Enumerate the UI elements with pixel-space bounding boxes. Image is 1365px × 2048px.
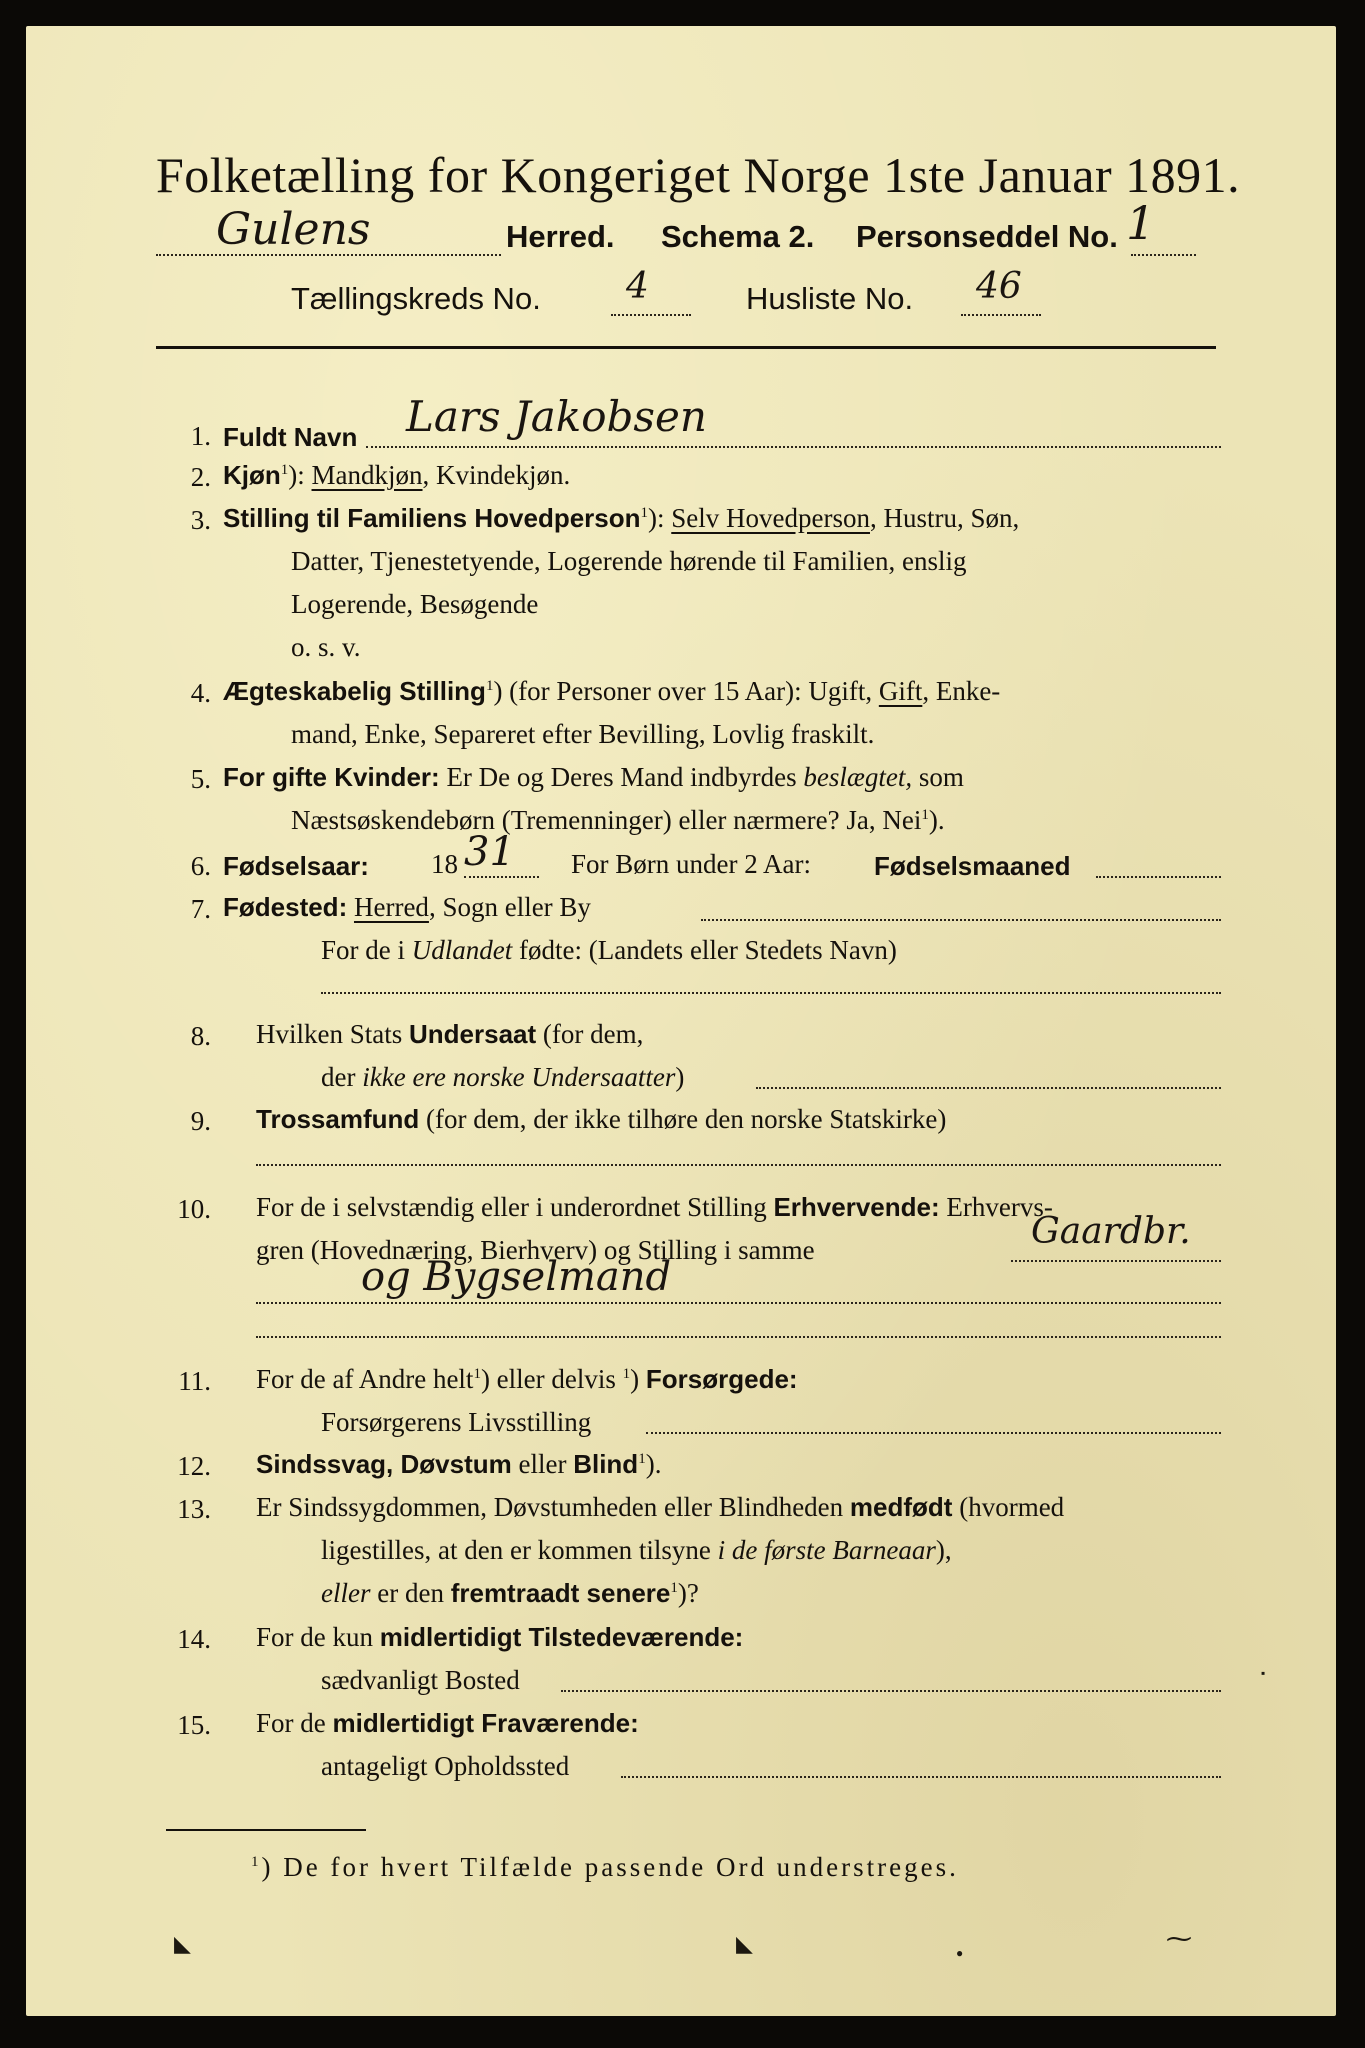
census-form-sheet bbox=[26, 26, 1336, 2016]
item-3-selected-option: Selv Hovedperson bbox=[671, 503, 870, 533]
item-6-year-handwritten: 31 bbox=[464, 829, 515, 875]
item-number: 2. bbox=[190, 462, 211, 492]
item-8-line-2: der ikke ere norske Undersaatter) bbox=[321, 1062, 685, 1092]
item-10-dotted-line-3 bbox=[256, 1336, 1221, 1338]
item-1-name-handwritten: Lars Jakobsen bbox=[406, 392, 707, 441]
footnote-rule bbox=[166, 1829, 366, 1831]
item-2-selected-option: Mandkjøn bbox=[311, 460, 423, 490]
item-14-line-2: sædvanligt Bosted bbox=[321, 1665, 520, 1695]
item-11-dotted-line bbox=[646, 1432, 1221, 1434]
item-12-text: Sindssvag, Døvstum eller Blind$^1$). bbox=[256, 1449, 662, 1479]
item-8-text: Hvilken Stats Undersaat (for dem, bbox=[256, 1019, 644, 1049]
herred-label: Herred. bbox=[506, 219, 615, 254]
item-number: 9. bbox=[190, 1106, 211, 1136]
item-1-dotted-line bbox=[366, 446, 1221, 448]
item-4-selected-option: Gift bbox=[878, 676, 923, 706]
item-5-line-2: Næstsøskendebørn (Tremenninger) eller nærmere? Ja, Nei$^1$). bbox=[291, 805, 945, 835]
item-number: 11. bbox=[178, 1366, 211, 1396]
item-7-line-2: For de i Udlandet fødte: (Landets eller Stedets Navn) bbox=[321, 935, 897, 965]
item-10-text: For de i selvstændig eller i underordnet Stilling Erhvervende: Erhvervs- bbox=[256, 1192, 1053, 1222]
item-6-label: Fødselsaar: bbox=[223, 851, 369, 881]
item-6-month-label: Fødselsmaaned bbox=[874, 851, 1071, 881]
item-7-dotted-line bbox=[701, 919, 1221, 921]
item-7-abroad-dotted-line bbox=[321, 992, 1221, 994]
item-15-line-2: antageligt Opholdssted bbox=[321, 1751, 570, 1781]
item-3-line-2: Datter, Tjenestetyende, Logerende hørende til Familien, enslig bbox=[291, 546, 967, 576]
item-13-text: Er Sindssygdommen, Døvstumheden eller Blindheden medfødt (hvormed bbox=[256, 1492, 1065, 1522]
item-10-line-2: gren (Hovednæring, Bierhverv) og Stilling i samme bbox=[256, 1235, 815, 1265]
ink-speck: ⁓ bbox=[1166, 1924, 1192, 1953]
item-13-line-2: ligestilles, at den er kommen tilsyne i de første Barneaar), bbox=[321, 1535, 952, 1565]
item-3-line-4: o. s. v. bbox=[291, 632, 361, 662]
item-4-line-2: mand, Enke, Separeret efter Bevilling, Lovlig fraskilt. bbox=[291, 719, 875, 749]
personseddel-dotted-line bbox=[1131, 254, 1196, 256]
item-10-occupation-dotted-line bbox=[1011, 1260, 1221, 1262]
item-number: 6. bbox=[190, 851, 211, 881]
item-number: 1. bbox=[190, 421, 211, 451]
item-9-dotted-line bbox=[256, 1164, 1221, 1166]
husliste-dotted-line bbox=[961, 314, 1041, 316]
item-11-text: For de af Andre helt$^1$) eller delvis $^1$) Forsørgede: bbox=[256, 1364, 798, 1394]
husliste-handwritten: 46 bbox=[976, 266, 1022, 307]
form-title: Folketælling for Kongeriget Norge 1ste Januar 1891. bbox=[156, 147, 1241, 203]
herred-handwritten: Gulens bbox=[216, 204, 371, 255]
item-number: 12. bbox=[177, 1451, 211, 1481]
item-number: 15. bbox=[177, 1710, 211, 1740]
personseddel-handwritten: 1 bbox=[1126, 196, 1156, 250]
item-number: 10. bbox=[177, 1194, 211, 1224]
ink-speck: ◣ bbox=[174, 1931, 191, 1956]
item-11-line-2: Forsørgerens Livsstilling bbox=[321, 1407, 592, 1437]
item-10-occupation-handwritten-2: og Bygselmand bbox=[361, 1254, 672, 1300]
item-7-selected-option: Herred bbox=[353, 892, 429, 922]
ink-speck: ● bbox=[956, 1946, 964, 1960]
item-number: 4. bbox=[190, 678, 211, 708]
item-10-dotted-line-2 bbox=[256, 1302, 1221, 1304]
item-15-text: For de midlertidigt Fraværende: bbox=[256, 1708, 639, 1738]
header-rule bbox=[156, 346, 1216, 349]
item-9-text: Trossamfund (for dem, der ikke tilhøre den norske Statskirke) bbox=[256, 1104, 947, 1134]
personseddel-label: Personseddel No. bbox=[856, 219, 1118, 254]
item-14-text: For de kun midlertidigt Tilstedeværende: bbox=[256, 1622, 744, 1652]
ink-speck: ▪ bbox=[1261, 1666, 1266, 1680]
item-number: 8. bbox=[190, 1021, 211, 1051]
schema-label: Schema 2. bbox=[661, 219, 815, 254]
item-7-text: Fødested: Herred, Sogn eller By bbox=[223, 892, 591, 922]
item-14-dotted-line bbox=[561, 1690, 1221, 1692]
item-2-text: Kjøn$^1$): Mandkjøn, Kvindekjøn. bbox=[223, 460, 571, 490]
item-number: 5. bbox=[190, 764, 211, 794]
item-13-line-3: eller er den fremtraadt senere$^1$)? bbox=[321, 1578, 699, 1608]
item-3-line-3: Logerende, Besøgende bbox=[291, 589, 539, 619]
item-1-label: Fuldt Navn bbox=[223, 422, 358, 452]
item-number: 3. bbox=[190, 505, 211, 535]
kreds-label: Tællingskreds No. bbox=[291, 281, 541, 316]
item-number: 7. bbox=[190, 894, 211, 924]
item-8-dotted-line bbox=[756, 1087, 1221, 1089]
item-15-dotted-line bbox=[621, 1776, 1221, 1778]
item-6-month-dotted-line bbox=[1096, 876, 1221, 878]
item-10-occupation-handwritten-1: Gaardbr. bbox=[1031, 1211, 1191, 1252]
item-6-year-dotted-line bbox=[464, 876, 539, 878]
kreds-dotted-line bbox=[611, 314, 691, 316]
item-number: 13. bbox=[177, 1494, 211, 1524]
husliste-label: Husliste No. bbox=[746, 281, 914, 316]
ink-speck: ◣ bbox=[736, 1931, 753, 1956]
herred-dotted-line bbox=[156, 254, 501, 256]
footnote: $^1$) De for hvert Tilfælde passende Ord understreges. bbox=[251, 1852, 959, 1882]
item-5-text: For gifte Kvinder: Er De og Deres Mand indbyrdes beslægtet, som bbox=[223, 762, 964, 792]
item-3-text: Stilling til Familiens Hovedperson$^1$): Selv Hovedperson, Hustru, Søn, bbox=[223, 503, 1020, 533]
item-number: 14. bbox=[177, 1624, 211, 1654]
item-6-year-prefix: 18 bbox=[431, 849, 458, 879]
kreds-handwritten: 4 bbox=[626, 266, 649, 307]
item-4-text: Ægteskabelig Stilling$^1$) (for Personer over 15 Aar): Ugift, Gift, Enke- bbox=[223, 676, 1001, 706]
item-6-children-text: For Børn under 2 Aar: bbox=[571, 849, 811, 879]
